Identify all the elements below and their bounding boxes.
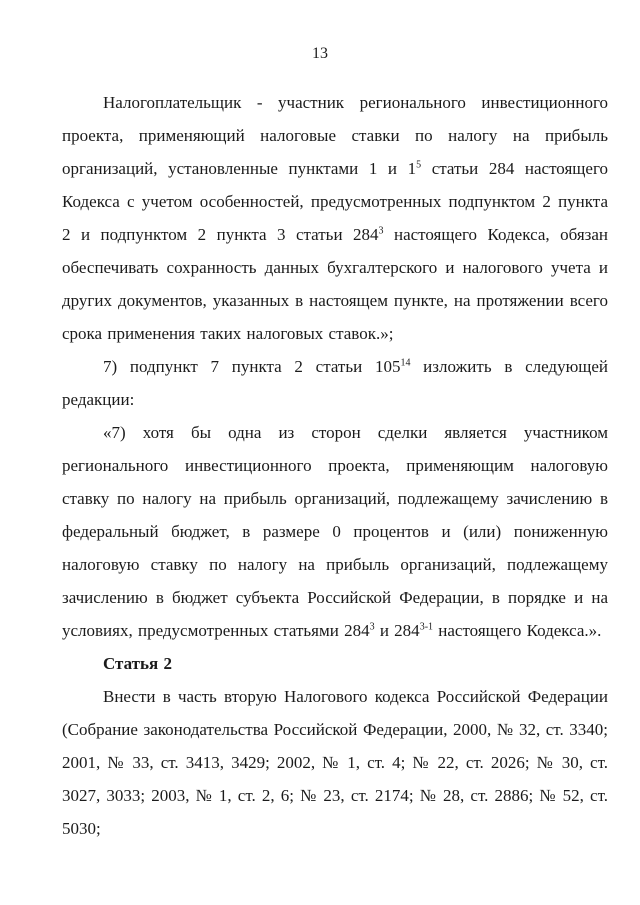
document-body — [62, 86, 608, 845]
superscript: 3 — [369, 621, 375, 633]
paragraph-taxpayer-obligation: Налогоплательщик - участник регионального инвестиционного проекта, применяющий налоговые ставки по налогу на прибыль организаций, установленные пунктами 1 и $1^5$ статьи 284 настоящего Кодекса с учетом особенностей, предусмотренных подпунктом 2 пункта 2 и подпунктом 2 пункта 3 статьи $284^3$ настоящего Кодекса, обязан обеспечивать сохранность данных бухгалтерского и налогового учета и других документов, указанных в настоящем пункте, на протяжении всего срока применения таких налоговых ставок.»; — [62, 93, 608, 343]
paragraph-quoted-subitem-7: «7) хотя бы одна из сторон сделки является участником регионального инвестиционного проекта, применяющим налоговую ставку по налогу на прибыль организаций, подлежащему зачислению в федеральный бюджет, в размере 0 процентов и (или) пониженную налоговую ставку по налогу на прибыль организаций, подлежащему зачислению в бюджет субъекта Российской Федерации, в порядке и на условиях, предусмотренных статьями $284^3$ и 284$^{3-1}$ настоящего Кодекса.». — [62, 423, 608, 640]
superscript: 3-1 — [419, 621, 434, 633]
superscript: 3 — [378, 225, 384, 237]
superscript: 5 — [416, 159, 422, 171]
superscript: 14 — [400, 357, 411, 369]
article-2-heading: Статья 2 — [103, 654, 172, 673]
paragraph-subitem-7-amendment: 7) подпункт 7 пункта 2 статьи $105^{14}$ изложить в следующей редакции: — [62, 357, 609, 409]
page-number: 13 — [312, 45, 328, 62]
paragraph-tax-code-citation: Внести в часть вторую Налогового кодекса Российской Федерации (Собрание законодательства Российской Федерации, 2000, № 32, ст. 3340; 2001, № 33, ст. 3413, 3429; 2002, № 1, ст. 4; № 22, ст. 2026; № 30, ст. 3027, 3033; 2003, № 1, ст. 2, 6; № 23, ст. 2174; № 28, ст. 2886; № 52, ст. 5030; — [62, 687, 608, 838]
